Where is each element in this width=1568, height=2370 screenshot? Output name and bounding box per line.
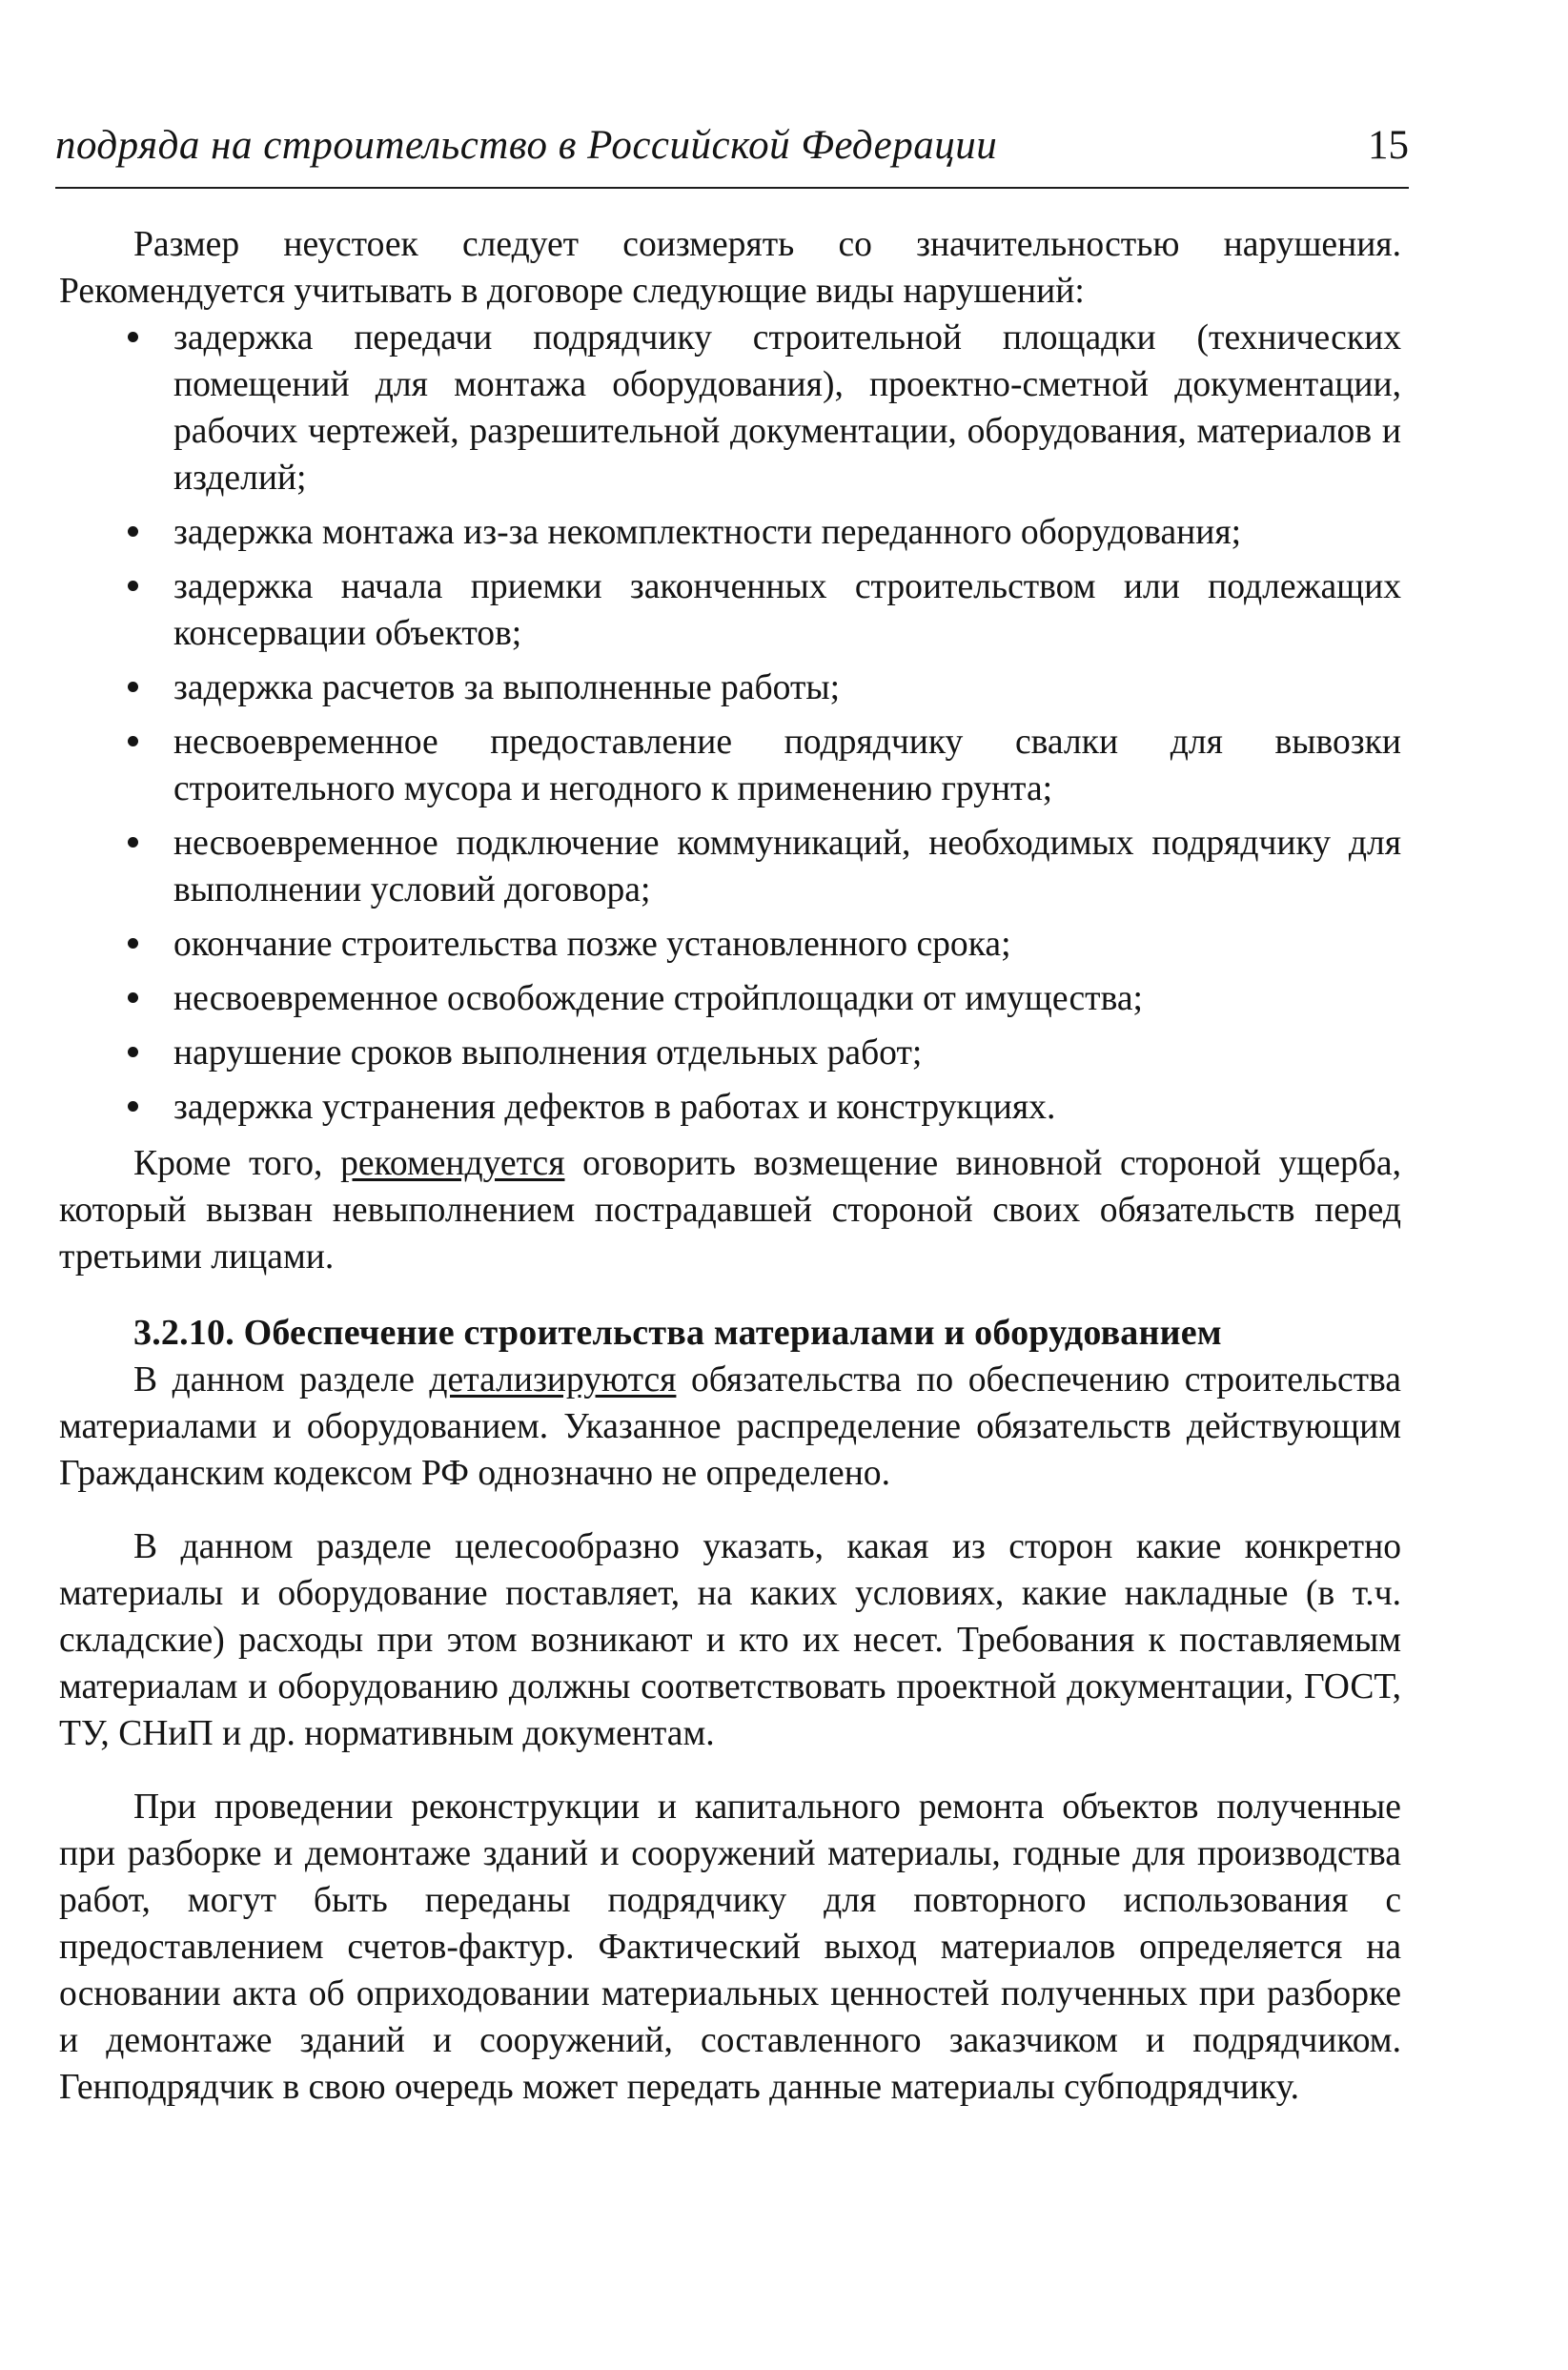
intro-paragraph: Размер неустоек следует соизмерять со значительностью нарушения. Рекомендуется учитывать в договоре следующие виды нарушений: <box>59 225 1401 311</box>
bullet-icon <box>128 1101 138 1112</box>
list-item <box>59 921 1401 968</box>
bullet-icon <box>128 837 138 848</box>
bullet-icon <box>128 992 138 1003</box>
list-item <box>59 315 1401 501</box>
underlined-word: детализируются <box>429 1360 677 1400</box>
list-item-text: нарушение сроков выполнения отдельных работ; <box>173 1033 923 1073</box>
body-text <box>59 221 1401 2111</box>
section-p1-start: В данном разделе <box>133 1360 430 1400</box>
list-item-text: задержка начала приемки законченных строительством или подлежащих консервации объектов; <box>173 567 1401 653</box>
header-divider <box>55 187 1409 189</box>
list-item-text: несвоевременное подключение коммуникаций, необходимых подрядчику для выполнении условий договора; <box>173 824 1401 909</box>
list-item <box>59 820 1401 913</box>
list-item <box>59 719 1401 812</box>
bullet-icon <box>128 332 138 342</box>
list-item <box>59 664 1401 711</box>
list-item <box>59 975 1401 1022</box>
section-paragraph-3: При проведении реконструкции и капитального ремонта объектов полученные при разборке и демонтаже зданий и сооружений материалы, годные для производства работ, могут быть переданы подрядчику для повторного использования с предоставлением счетов-фактур. Фактический выход материалов определяется на основании акта об оприходовании материальных ценностей полученных при разборке и демонтаже зданий и сооружений, составленного заказчиком и подрядчиком. Генподрядчик в свою очередь может передать данные материалы субподрядчику. <box>59 1788 1401 2107</box>
underlined-word: рекомендуется <box>340 1144 565 1183</box>
page-number: 15 <box>1368 123 1409 168</box>
list-item <box>59 1084 1401 1131</box>
section-paragraph-2: В данном разделе целесообразно указать, какая из сторон какие конкретно материалы и оборудование поставляет, на каких условиях, какие накладные (в т.ч. складские) расходы при этом возникают и кто их несет. Требования к поставляемым материалам и оборудованию должны соответствовать проектной документации, ГОСТ, ТУ, СНиП и др. нормативным документам. <box>59 1527 1401 1753</box>
bullet-icon <box>128 526 138 537</box>
violations-list <box>59 315 1401 1131</box>
section-paragraph-1 <box>59 1357 1401 1497</box>
list-item <box>59 1030 1401 1076</box>
bullet-icon <box>128 736 138 746</box>
section-p1-end: обязательства по обеспечению строительства материалами и оборудованием. Указанное распределение обязательств действующим Гражданским кодексом РФ однозначно не определено. <box>59 1360 1401 1493</box>
section-heading: 3.2.10. Обеспечение строительства материалами и оборудованием <box>133 1313 1222 1353</box>
page-header <box>55 122 1409 179</box>
list-item-text: задержка передачи подрядчику строительной площадки (технических помещений для монтажа оборудования), проектно-сметной документации, рабочих чертежей, разрешительной документации, оборудования, материалов и изделий; <box>173 318 1401 498</box>
damages-paragraph <box>59 1140 1401 1280</box>
list-item <box>59 563 1401 657</box>
list-item-text: несвоевременное освобождение стройплощадки от имущества; <box>173 979 1143 1018</box>
list-item <box>59 509 1401 556</box>
list-item-text: задержка устранения дефектов в работах и конструкциях. <box>173 1088 1056 1127</box>
damages-text-end: оговорить возмещение виновной стороной ущерба, который вызван невыполнением пострадавшей стороной своих обязательств перед третьими лицами. <box>59 1144 1401 1277</box>
list-item-text: задержка расчетов за выполненные работы; <box>173 668 841 707</box>
list-item-text: задержка монтажа из-за некомплектности переданного оборудования; <box>173 513 1242 552</box>
bullet-icon <box>128 682 138 692</box>
bullet-icon <box>128 1047 138 1057</box>
damages-text-start: Кроме того, <box>133 1144 341 1183</box>
running-title: подряда на строительство в Российской Федерации <box>55 123 998 168</box>
bullet-icon <box>128 938 138 949</box>
list-item-text: окончание строительства позже установленного срока; <box>173 925 1011 964</box>
list-item-text: несвоевременное предоставление подрядчику свалки для вывозки строительного мусора и негодного к применению грунта; <box>173 723 1401 808</box>
bullet-icon <box>128 581 138 591</box>
